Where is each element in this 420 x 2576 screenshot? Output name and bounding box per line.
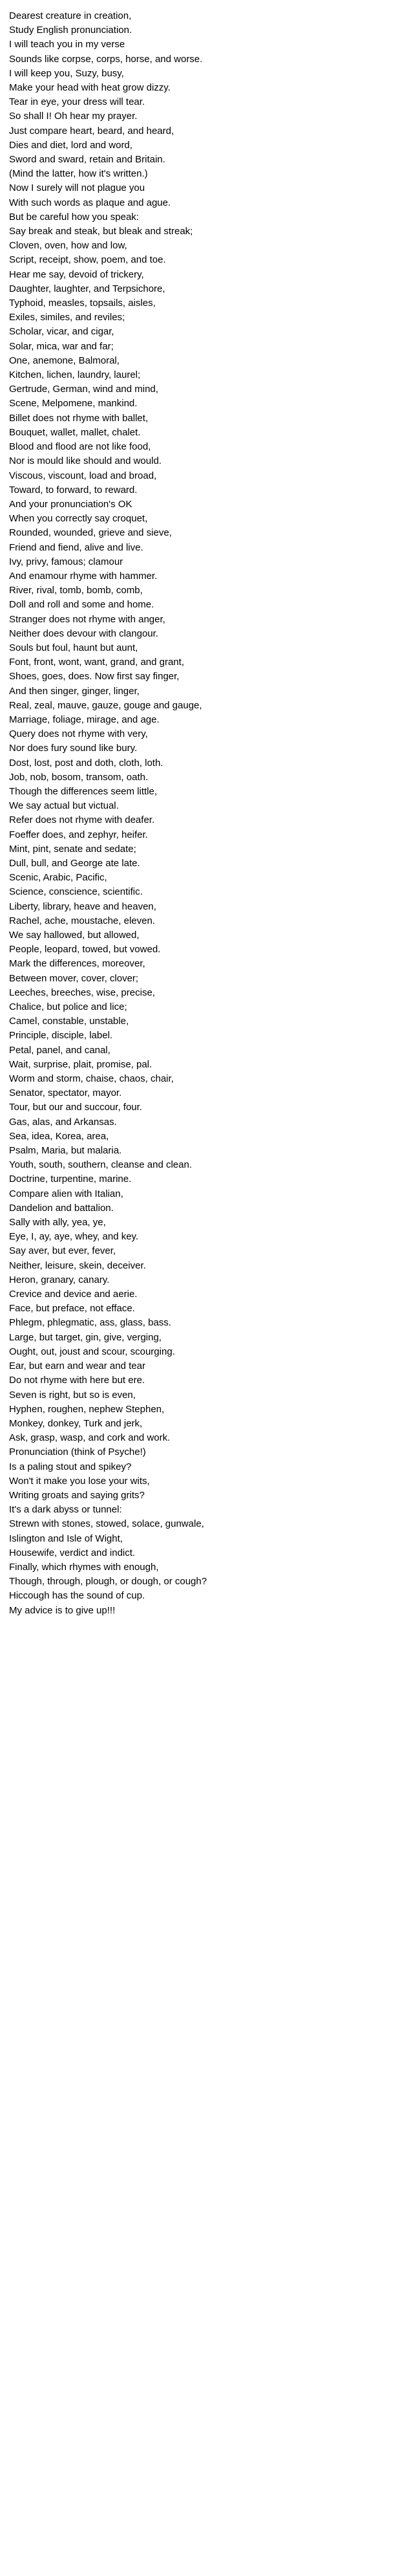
poem-line: Hyphen, roughen, nephew Stephen,	[9, 1403, 165, 1415]
poem-line: Query does not rhyme with very,	[9, 728, 148, 740]
poem-line: Dull, bull, and George ate late.	[9, 857, 140, 869]
poem-line: So shall I! Oh hear my prayer.	[9, 111, 138, 122]
poem-line: Ivy, privy, famous; clamour	[9, 556, 123, 567]
poem-line: Dearest creature in creation,	[9, 10, 132, 21]
poem-line: Sword and sward, retain and Britain.	[9, 154, 165, 166]
poem-line: Scenic, Arabic, Pacific,	[9, 872, 107, 884]
poem-line: Liberty, library, heave and heaven,	[9, 901, 156, 912]
poem-line: Eye, I, ay, aye, whey, and key.	[9, 1231, 139, 1243]
poem-line: Gas, alas, and Arkansas.	[9, 1116, 117, 1128]
poem-line: Script, receipt, show, poem, and toe.	[9, 254, 166, 266]
poem-line: Monkey, donkey, Turk and jerk,	[9, 1417, 143, 1429]
poem-line: My advice is to give up!!!	[9, 1604, 116, 1616]
poem-line: One, anemone, Balmoral,	[9, 355, 120, 366]
poem-line: Exiles, similes, and reviles;	[9, 312, 125, 323]
poem-line: Camel, constable, unstable,	[9, 1016, 129, 1027]
poem-line: Crevice and device and aerie.	[9, 1289, 138, 1300]
poem-line: Gertrude, German, wind and mind,	[9, 384, 158, 395]
poem-line: Won't it make you lose your wits,	[9, 1475, 150, 1487]
poem-line: Large, but target, gin, give, verging,	[9, 1331, 162, 1343]
poem-line: Face, but preface, not efface.	[9, 1303, 135, 1315]
poem-line: Sally with ally, yea, ye,	[9, 1217, 106, 1228]
poem-line: Neither, leisure, skein, deceiver.	[9, 1260, 146, 1271]
poem-line: When you correctly say croquet,	[9, 513, 148, 525]
poem-line: Senator, spectator, mayor.	[9, 1087, 122, 1099]
poem-line: Job, nob, bosom, transom, oath.	[9, 771, 149, 783]
poem-line: Housewife, verdict and indict.	[9, 1547, 136, 1558]
poem-line: Say aver, but ever, fever,	[9, 1245, 116, 1257]
poem-line: Nor is mould like should and would.	[9, 455, 162, 467]
poem-line: Ask, grasp, wasp, and cork and work.	[9, 1432, 171, 1444]
poem-line: But be careful how you speak:	[9, 211, 139, 223]
poem-line: Doctrine, turpentine, marine.	[9, 1173, 132, 1185]
poem-line: Friend and fiend, alive and live.	[9, 541, 143, 553]
poem-line: Solar, mica, war and far;	[9, 340, 114, 352]
poem-line: Islington and Isle of Wight,	[9, 1533, 123, 1544]
poem-line: Leeches, breeches, wise, precise,	[9, 987, 155, 998]
poem-line: Heron, granary, canary.	[9, 1274, 110, 1285]
poem-line: Kitchen, lichen, laundry, laurel;	[9, 369, 141, 381]
poem-line: Principle, disciple, label.	[9, 1030, 113, 1042]
poem-line: Sounds like corpse, corps, horse, and worse.	[9, 53, 203, 65]
poem-line: Typhoid, measles, topsails, aisles,	[9, 298, 156, 309]
poem-line: Writing groats and saying grits?	[9, 1489, 145, 1501]
poem-line: Petal, panel, and canal,	[9, 1044, 110, 1056]
poem-line: Study English pronunciation.	[9, 25, 132, 36]
poem-line: We say actual but victual.	[9, 800, 119, 812]
poem-line: Say break and steak, but bleak and streak;	[9, 226, 193, 237]
poem-line: Finally, which rhymes with enough,	[9, 1561, 159, 1573]
poem-line: Stranger does not rhyme with anger,	[9, 613, 165, 625]
poem-line: With such words as plaque and ague.	[9, 197, 171, 208]
poem-line: Daughter, laughter, and Terpsichore,	[9, 283, 165, 294]
poem-line: Scholar, vicar, and cigar,	[9, 326, 114, 338]
poem-line: I will teach you in my verse	[9, 39, 125, 50]
poem-line: (Mind the latter, how it's written.)	[9, 168, 148, 180]
poem-line: Dandelion and battalion.	[9, 1202, 114, 1214]
poem-line: Bouquet, wallet, mallet, chalet.	[9, 426, 141, 438]
poem-line: Marriage, foliage, mirage, and age.	[9, 714, 160, 725]
poem-line: Just compare heart, beard, and heard,	[9, 125, 174, 136]
poem-line: Font, front, wont, want, grand, and grant,	[9, 657, 184, 668]
poem-line: And your pronunciation's OK	[9, 498, 132, 510]
poem-line: Blood and flood are not like food,	[9, 441, 151, 453]
poem-line: Between mover, cover, clover;	[9, 972, 139, 984]
poem-line: Compare alien with Italian,	[9, 1188, 123, 1199]
poem-line: River, rival, tomb, bomb, comb,	[9, 585, 143, 596]
poem-line: Science, conscience, scientific.	[9, 886, 143, 898]
poem-line: Hear me say, devoid of trickery,	[9, 268, 144, 280]
poem-line: Ought, out, joust and scour, scourging.	[9, 1346, 175, 1357]
poem-line: Dost, lost, post and doth, cloth, loth.	[9, 757, 163, 769]
poem-line: Now I surely will not plague you	[9, 182, 145, 194]
poem-line: Make your head with heat grow dizzy.	[9, 82, 171, 94]
poem-line: Youth, south, southern, cleanse and clean.	[9, 1159, 192, 1171]
poem-line: Scene, Melpomene, mankind.	[9, 398, 138, 409]
poem-line: Psalm, Maria, but malaria.	[9, 1145, 122, 1157]
poem-line: Worm and storm, chaise, chaos, chair,	[9, 1073, 174, 1085]
poem-line: Cloven, oven, how and low,	[9, 240, 127, 252]
poem-line: Rachel, ache, moustache, eleven.	[9, 915, 155, 926]
poem-line: Toward, to forward, to reward.	[9, 484, 138, 496]
poem-line: Mark the differences, moreover,	[9, 958, 145, 970]
poem-line: Seven is right, but so is even,	[9, 1389, 136, 1401]
poem-line: Real, zeal, mauve, gauze, gouge and gauge,	[9, 699, 202, 711]
poem-line: Wait, surprise, plait, promise, pal.	[9, 1058, 152, 1070]
poem-line: It's a dark abyss or tunnel:	[9, 1504, 122, 1516]
poem-line: Do not rhyme with here but ere.	[9, 1375, 145, 1386]
poem-line: People, leopard, towed, but vowed.	[9, 944, 161, 955]
poem-line: Shoes, goes, does. Now first say finger,	[9, 671, 180, 682]
poem-line: Souls but foul, haunt but aunt,	[9, 642, 138, 653]
poem-line: Billet does not rhyme with ballet,	[9, 412, 149, 424]
poem-line: Though the differences seem little,	[9, 785, 158, 797]
poem-line: We say hallowed, but allowed,	[9, 930, 140, 941]
poem-line: Viscous, viscount, load and broad,	[9, 470, 157, 481]
poem-line: Strewn with stones, stowed, solace, gunwale,	[9, 1518, 204, 1530]
poem-line: Sea, idea, Korea, area,	[9, 1130, 109, 1142]
poem-line: Neither does devour with clangour.	[9, 628, 158, 639]
poem-line: Nor does fury sound like bury.	[9, 743, 138, 754]
poem-line: Hiccough has the sound of cup.	[9, 1590, 145, 1602]
poem-line: And enamour rhyme with hammer.	[9, 570, 158, 582]
poem-line: Ear, but earn and wear and tear	[9, 1360, 145, 1372]
poem-line: I will keep you, Suzy, busy,	[9, 67, 124, 79]
poem-line: And then singer, ginger, linger,	[9, 685, 140, 697]
poem-line: Foeffer does, and zephyr, heifer.	[9, 829, 148, 840]
poem-line: Tear in eye, your dress will tear.	[9, 96, 145, 108]
poem-line: Phlegm, phlegmatic, ass, glass, bass.	[9, 1317, 171, 1329]
poem-line: Though, through, plough, or dough, or cough?	[9, 1576, 207, 1588]
poem-line: Tour, but our and succour, four.	[9, 1102, 142, 1113]
poem-line: Pronunciation (think of Psyche!)	[9, 1446, 146, 1458]
poem-line: Doll and roll and some and home.	[9, 599, 154, 611]
poem-line: Refer does not rhyme with deafer.	[9, 814, 155, 826]
poem-line: Rounded, wounded, grieve and sieve,	[9, 527, 172, 539]
poem-line: Dies and diet, lord and word,	[9, 139, 132, 151]
poem-line: Chalice, but police and lice;	[9, 1001, 127, 1013]
poem-line: Is a paling stout and spikey?	[9, 1461, 132, 1472]
poem-line: Mint, pint, senate and sedate;	[9, 843, 136, 855]
